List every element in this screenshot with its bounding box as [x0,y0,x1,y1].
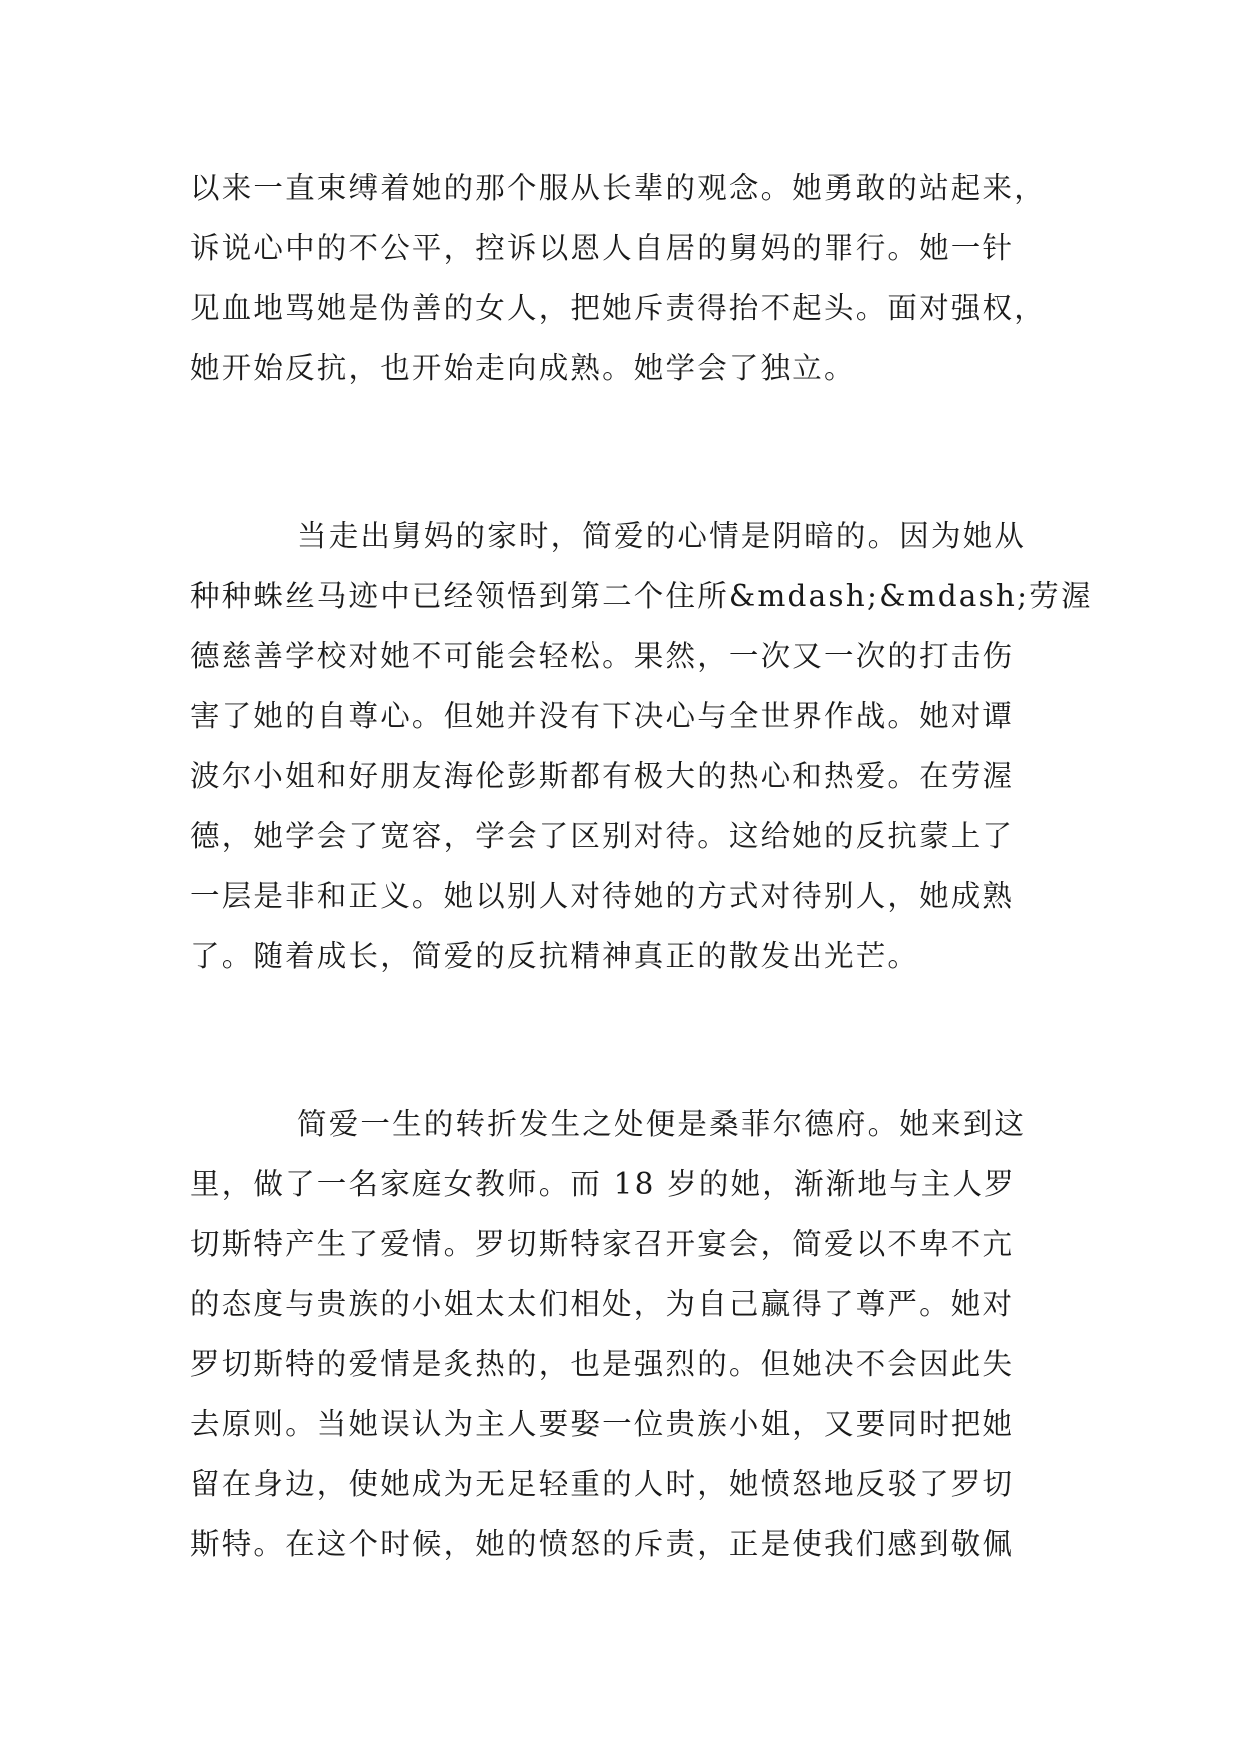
paragraph-line: 种种蛛丝马迹中已经领悟到第二个住所&mdash;&mdash;劳渥 [190,579,1093,613]
paragraph-line: 波尔小姐和好朋友海伦彭斯都有极大的热心和热爱。在劳渥 [190,759,1015,793]
paragraph-line: 见血地骂她是伪善的女人，把她斥责得抬不起头。面对强权， [190,291,1046,325]
paragraph-line: 以来一直束缚着她的那个服从长辈的观念。她勇敢的站起来， [190,171,1046,205]
paragraph-line: 的态度与贵族的小姐太太们相处，为自己赢得了尊严。她对 [190,1287,1015,1321]
paragraph-line: 留在身边，使她成为无足轻重的人时，她愤怒地反驳了罗切 [190,1467,1015,1501]
paragraph-line: 害了她的自尊心。但她并没有下决心与全世界作战。她对谭 [190,699,1015,733]
paragraph-line: 一层是非和正义。她以别人对待她的方式对待别人，她成熟 [190,879,1015,913]
paragraph-line: 里，做了一名家庭女教师。而 18 岁的她，渐渐地与主人罗 [190,1167,1016,1201]
paragraph-line: 了。随着成长，简爱的反抗精神真正的散发出光芒。 [190,939,920,973]
paragraph-line: 斯特。在这个时候，她的愤怒的斥责，正是使我们感到敬佩 [190,1527,1015,1561]
paragraph-line: 德，她学会了宽容，学会了区别对待。这给她的反抗蒙上了 [190,819,1015,853]
paragraph-line: 罗切斯特的爱情是炙热的，也是强烈的。但她决不会因此失 [190,1347,1015,1381]
paragraph-line: 诉说心中的不公平，控诉以恩人自居的舅妈的罪行。她一针 [190,231,1015,265]
paragraph-line: 她开始反抗，也开始走向成熟。她学会了独立。 [190,351,856,385]
paragraph-line: 切斯特产生了爱情。罗切斯特家召开宴会，简爱以不卑不亢 [190,1227,1015,1261]
paragraph-line: 德慈善学校对她不可能会轻松。果然，一次又一次的打击伤 [190,639,1015,673]
paragraph-line: 简爱一生的转折发生之处便是桑菲尔德府。她来到这 [297,1107,1027,1141]
paragraph-line: 当走出舅妈的家时，简爱的心情是阴暗的。因为她从 [297,519,1027,553]
paragraph-line: 去原则。当她误认为主人要娶一位贵族小姐，又要同时把她 [190,1407,1015,1441]
